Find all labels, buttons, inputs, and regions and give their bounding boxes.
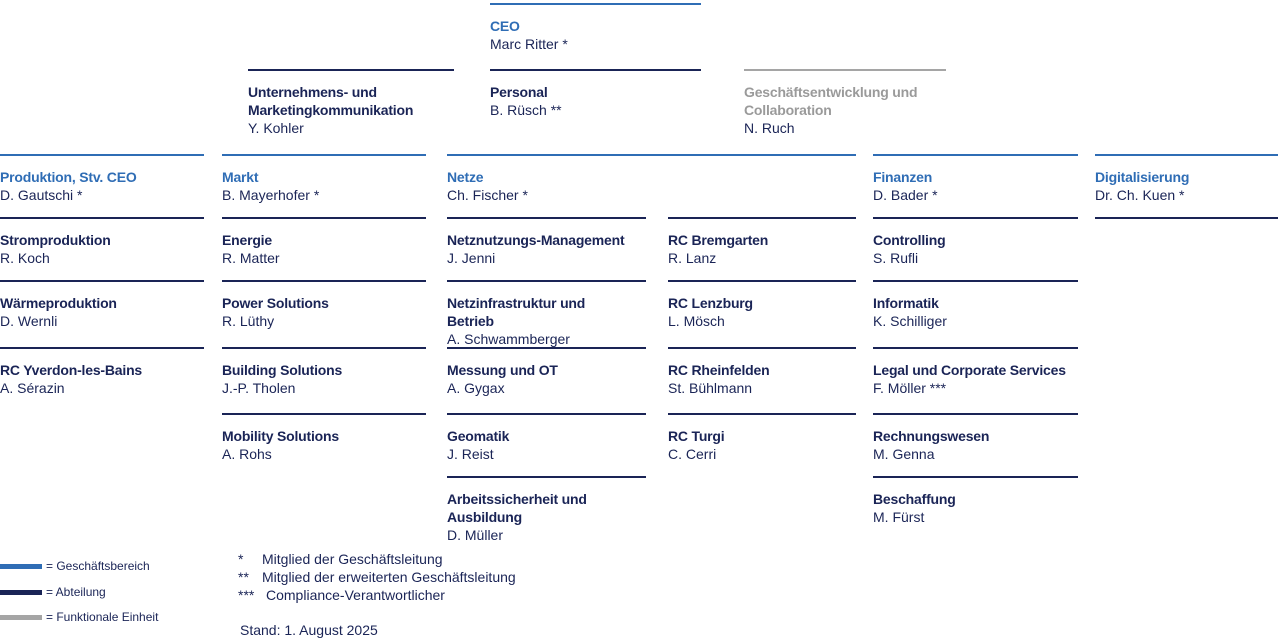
- division-head: D. Bader *: [873, 187, 938, 203]
- stand-date: Stand: 1. August 2025: [240, 622, 378, 638]
- unit-head: L. Mösch: [668, 313, 725, 329]
- division-digitalisierung: [1095, 154, 1278, 204]
- unit-title: Arbeitssicherheit und Ausbildung: [447, 491, 587, 525]
- unit-head: R. Matter: [222, 250, 280, 266]
- unit-head: A. Gygax: [447, 380, 505, 396]
- legend-swatch: [0, 615, 42, 620]
- unit-title: RC Lenzburg: [668, 295, 753, 311]
- division-head: B. Mayerhofer *: [222, 187, 320, 203]
- unit-title: Geomatik: [447, 428, 510, 444]
- footnote-1: [238, 550, 443, 568]
- division-head: D. Gautschi *: [0, 187, 83, 203]
- ceo-title: CEO: [490, 18, 520, 34]
- unit-title: Netznutzungs-Management: [447, 232, 625, 248]
- unit-title: RC Yverdon-les-Bains: [0, 362, 143, 378]
- unit-beschaffung: [873, 476, 1078, 526]
- division-finanzen: [873, 154, 1078, 204]
- unit-head: D. Müller: [447, 527, 504, 543]
- digitalisierung-empty-line: [1095, 217, 1278, 219]
- legend-swatch: [0, 564, 42, 569]
- unit-head: Y. Kohler: [248, 120, 304, 136]
- unit-head: D. Wernli: [0, 313, 58, 329]
- unit-legal-corporate: [873, 347, 1078, 397]
- unit-waermeproduktion: [0, 280, 204, 330]
- unit-mobility-solutions: [222, 413, 426, 463]
- unit-head: M. Fürst: [873, 509, 925, 525]
- unit-rc-bremgarten: [668, 217, 856, 267]
- unit-head: A. Rohs: [222, 446, 272, 462]
- unit-title: Geschäftsentwicklung und Collaboration: [744, 84, 918, 118]
- unit-energie: [222, 217, 426, 267]
- unit-rc-lenzburg: [668, 280, 856, 330]
- unit-head: R. Lanz: [668, 250, 717, 266]
- division-title: Digitalisierung: [1095, 169, 1190, 185]
- unit-title: Unternehmens- und Marketingkommunikation: [248, 84, 414, 118]
- footnote-symbol: *: [238, 551, 244, 567]
- unit-title: Power Solutions: [222, 295, 329, 311]
- unit-power-solutions: [222, 280, 426, 330]
- division-title: Markt: [222, 169, 259, 185]
- unit-head: A. Sérazin: [0, 380, 65, 396]
- staff-box-kommunikation: [248, 69, 454, 137]
- unit-title: RC Bremgarten: [668, 232, 769, 248]
- unit-head: St. Bühlmann: [668, 380, 753, 396]
- unit-messung-ot: [447, 347, 646, 397]
- footnote-3: [238, 586, 445, 604]
- unit-head: B. Rüsch **: [490, 102, 562, 118]
- division-title: Netze: [447, 169, 484, 185]
- unit-title: Legal und Corporate Services: [873, 362, 1066, 378]
- unit-controlling: [873, 217, 1078, 267]
- unit-head: J.-P. Tholen: [222, 380, 296, 396]
- unit-head: M. Genna: [873, 446, 935, 462]
- unit-title: Controlling: [873, 232, 946, 248]
- unit-title: Personal: [490, 84, 548, 100]
- unit-head: F. Möller ***: [873, 380, 947, 396]
- unit-head: R. Koch: [0, 250, 50, 266]
- unit-title: Messung und OT: [447, 362, 558, 378]
- division-title: Finanzen: [873, 169, 933, 185]
- unit-rc-rheinfelden: [668, 347, 856, 397]
- unit-stromproduktion: [0, 217, 204, 267]
- unit-title: Beschaffung: [873, 491, 956, 507]
- unit-building-solutions: [222, 347, 426, 397]
- unit-title: Energie: [222, 232, 272, 248]
- footnote-text: Compliance-Verantwortlicher: [266, 587, 445, 603]
- staff-box-geschaeftsentwicklung: [744, 69, 946, 137]
- legend-geschaeftsbereich: [0, 558, 150, 574]
- ceo-box: [490, 3, 701, 53]
- unit-title: Wärmeproduktion: [0, 295, 117, 311]
- unit-rechnungswesen: [873, 413, 1078, 463]
- legend-funktionale-einheit: [0, 609, 158, 625]
- unit-rc-yverdon: [0, 347, 204, 397]
- footnote-text: Mitglied der erweiterten Geschäftsleitung: [262, 569, 516, 585]
- division-title: Produktion, Stv. CEO: [0, 169, 137, 185]
- division-head: Ch. Fischer *: [447, 187, 528, 203]
- unit-netzinfrastruktur: [447, 280, 646, 348]
- unit-head: J. Jenni: [447, 250, 496, 266]
- unit-head: J. Reist: [447, 446, 494, 462]
- legend-swatch: [0, 590, 42, 595]
- unit-title: Stromproduktion: [0, 232, 111, 248]
- unit-title: Mobility Solutions: [222, 428, 339, 444]
- division-produktion: [0, 154, 204, 204]
- unit-arbeitssicherheit: [447, 476, 646, 544]
- legend-label: = Abteilung: [46, 585, 106, 599]
- legend-label: = Geschäftsbereich: [46, 559, 150, 573]
- unit-title: Building Solutions: [222, 362, 343, 378]
- unit-title: Netzinfrastruktur und Betrieb: [447, 295, 586, 329]
- legend-label: = Funktionale Einheit: [46, 610, 159, 624]
- unit-head: N. Ruch: [744, 120, 795, 136]
- footnote-text: Mitglied der Geschäftsleitung: [262, 551, 443, 567]
- unit-rc-turgi: [668, 413, 856, 463]
- unit-netznutzungs-management: [447, 217, 646, 267]
- unit-title: Rechnungswesen: [873, 428, 990, 444]
- legend-abteilung: [0, 584, 106, 600]
- footnote-symbol: **: [238, 569, 249, 585]
- staff-box-personal: [490, 69, 701, 119]
- ceo-name: Marc Ritter *: [490, 36, 568, 52]
- unit-title: Informatik: [873, 295, 939, 311]
- unit-head: C. Cerri: [668, 446, 717, 462]
- unit-informatik: [873, 280, 1078, 330]
- division-markt: [222, 154, 426, 204]
- unit-head: A. Schwammberger: [447, 331, 570, 347]
- unit-title: RC Turgi: [668, 428, 725, 444]
- footnote-2: [238, 568, 516, 586]
- division-netze: [447, 154, 856, 204]
- unit-head: R. Lüthy: [222, 313, 275, 329]
- unit-head: S. Rufli: [873, 250, 919, 266]
- unit-head: K. Schilliger: [873, 313, 947, 329]
- division-head: Dr. Ch. Kuen *: [1095, 187, 1185, 203]
- unit-geomatik: [447, 413, 646, 463]
- footnote-symbol: ***: [238, 587, 255, 603]
- unit-title: RC Rheinfelden: [668, 362, 770, 378]
